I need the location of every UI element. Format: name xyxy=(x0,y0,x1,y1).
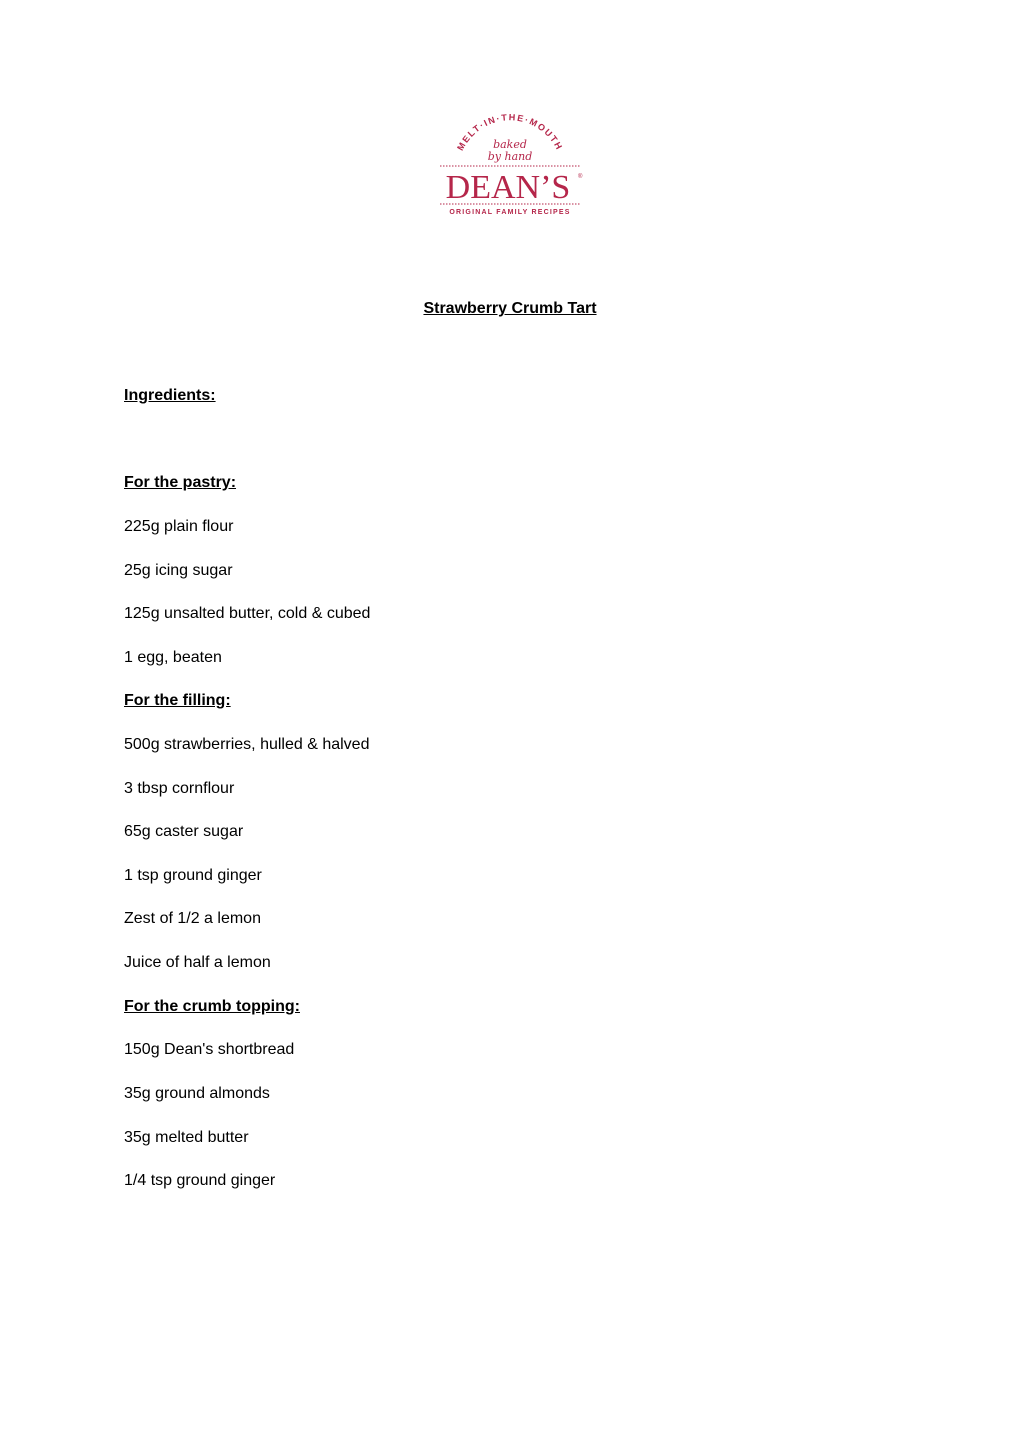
ingredient-item: 150g Dean's shortbread xyxy=(124,1041,295,1058)
ingredient-item: 35g melted butter xyxy=(124,1129,249,1146)
ingredients-heading: Ingredients: xyxy=(124,387,216,404)
filling-heading: For the filling: xyxy=(124,692,231,709)
ingredient-item: 1 tsp ground ginger xyxy=(124,867,262,884)
logo-script-baked: baked xyxy=(493,138,527,151)
logo-tagline: ORIGINAL FAMILY RECIPES xyxy=(449,209,571,216)
ingredient-item: 1/4 tsp ground ginger xyxy=(124,1172,276,1189)
logo-script-byhand: by hand xyxy=(487,150,533,163)
ingredient-item: Juice of half a lemon xyxy=(124,954,271,971)
logo-arc-text: MELT·IN·THE·MOUTH xyxy=(455,112,565,153)
ingredient-item: 1 egg, beaten xyxy=(124,649,222,666)
recipe-title: Strawberry Crumb Tart xyxy=(423,300,597,317)
ingredient-item: Zest of 1/2 a lemon xyxy=(124,910,261,927)
deans-logo xyxy=(430,110,590,225)
logo-brand: DEAN’S xyxy=(445,169,571,206)
ingredient-item: 3 tbsp cornflour xyxy=(124,780,235,797)
crumb-heading: For the crumb topping: xyxy=(124,998,300,1015)
logo-registered: ® xyxy=(578,174,583,180)
pastry-heading: For the pastry: xyxy=(124,474,237,491)
ingredient-item: 125g unsalted butter, cold & cubed xyxy=(124,605,371,622)
ingredient-item: 65g caster sugar xyxy=(124,823,244,840)
ingredient-item: 500g strawberries, hulled & halved xyxy=(124,736,370,753)
ingredient-item: 35g ground almonds xyxy=(124,1085,270,1102)
ingredient-item: 225g plain flour xyxy=(124,518,234,535)
ingredient-item: 25g icing sugar xyxy=(124,562,233,579)
